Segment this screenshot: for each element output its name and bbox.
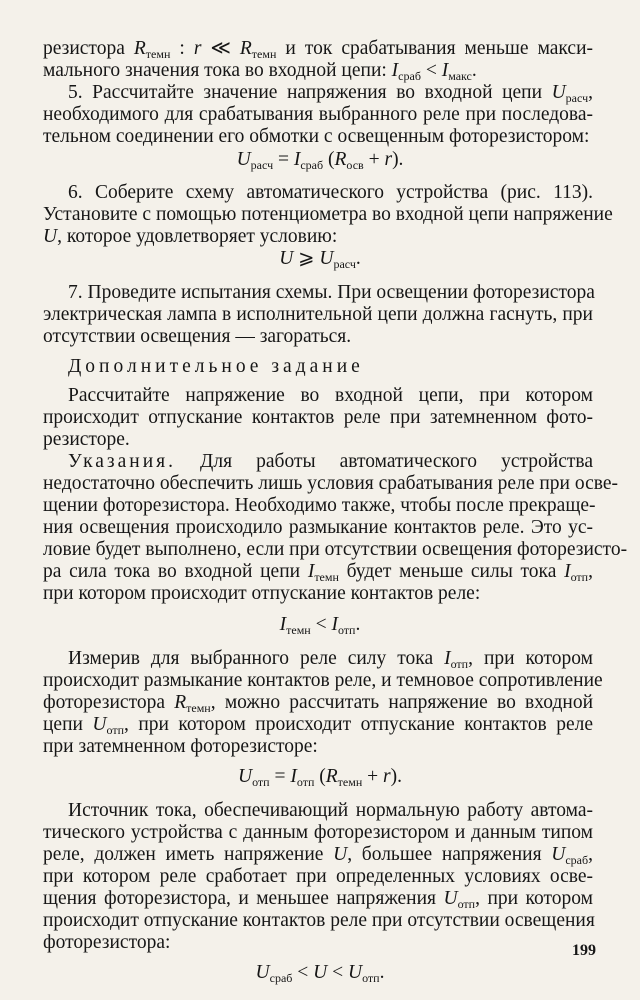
text-line: происходит отпускание контактов реле при затемненном фото- [43, 407, 593, 428]
formula: $U_{отп} = I_{отп}$ $(R_{темн} + r)$. [238, 766, 402, 789]
text-line: ра сила тока во входной цепи $I_{темн}$ будет меньше силы тока $I_{отп}$, [43, 561, 593, 584]
formula: $U_{расч} = I_{сраб}$ $(R_{осв} + r)$. [236, 149, 404, 172]
text-line: фоторезистора: [43, 932, 171, 953]
text-line: 5. Рассчитайте значение напряжения во входной цепи $U_{расч}$, [68, 82, 593, 105]
text-line: ловие будет выполнено, если при отсутствии освещения фоторезисто- [43, 539, 628, 560]
text-line: тельном соединении его обмотки с освещенным фоторезистором: [43, 126, 590, 147]
text-line: тического устройства с данным фоторезистором и данным типом [43, 822, 593, 843]
text-line: реле, должен иметь напряжение U, большее напряжения $U_{сраб}$, [43, 844, 593, 867]
formula: U ⩾ $U_{расч}$. [279, 248, 361, 271]
text-line: Установите с помощью потенциометра во входной цепи напряжение [43, 204, 613, 225]
formula: $U_{сраб} < U < U_{отп}$. [255, 962, 385, 985]
text-line: щения фоторезистора, и меньшее напряжения $U_{отп}$, при котором [43, 888, 593, 911]
section-heading: Дополнительное задание [68, 356, 364, 377]
text-line: при затемненном фоторезисторе: [43, 736, 318, 757]
text-line: происходит размыкание контактов реле, и темновое сопротивление [43, 670, 603, 691]
text-line: происходит отпускание контактов реле при отсутствии освещения [43, 910, 595, 931]
text-line: фоторезистора $R_{темн}$, можно рассчитать напряжение во входной [43, 692, 593, 715]
text-line: U, которое удовлетворяет условию: [43, 226, 338, 247]
text-line: электрическая лампа в исполнительной цепи должна гаснуть, при [43, 304, 593, 325]
text-line: 7. Проведите испытания схемы. При освещении фоторезистора [68, 282, 595, 303]
page-number: 199 [572, 942, 596, 959]
formula: $I_{темн} < I_{отп}$. [279, 614, 361, 637]
text-line: Указания. Для работы автоматического устройства [68, 451, 593, 472]
text-line: при котором реле сработает при определенных условиях осве- [43, 866, 593, 887]
text-line: мального значения тока во входной цепи: $I_{сраб} < I_{макс}$. [43, 60, 477, 83]
text-line: при котором происходит отпускание контактов реле: [43, 583, 481, 604]
text-line: Источник тока, обеспечивающий нормальную работу автома- [68, 800, 593, 821]
text-line: Рассчитайте напряжение во входной цепи, при котором [68, 385, 593, 406]
text-line: 6. Соберите схему автоматического устройства (рис. 113). [68, 182, 593, 203]
text-line: резистора $R_{темн}$ : r ≪ $R_{темн}$ и ток срабатывания меньше макси- [43, 38, 593, 61]
text-line: ния освещения происходило размыкание контактов реле. Это ус- [43, 517, 593, 538]
text-line: щении фоторезистора. Необходимо также, чтобы после прекраще- [43, 495, 596, 516]
text-line: цепи $U_{отп}$, при котором происходит отпускание контактов реле [43, 714, 593, 737]
text-line: Измерив для выбранного реле силу тока $I_{отп}$, при котором [68, 648, 593, 671]
text-line: резисторе. [43, 429, 130, 450]
text-line: отсутствии освещения — загораться. [43, 326, 352, 347]
text-line: недостаточно обеспечить лишь условия срабатывания реле при осве- [43, 473, 618, 494]
text-line: необходимого для срабатывания выбранного реле при последова- [43, 104, 593, 125]
